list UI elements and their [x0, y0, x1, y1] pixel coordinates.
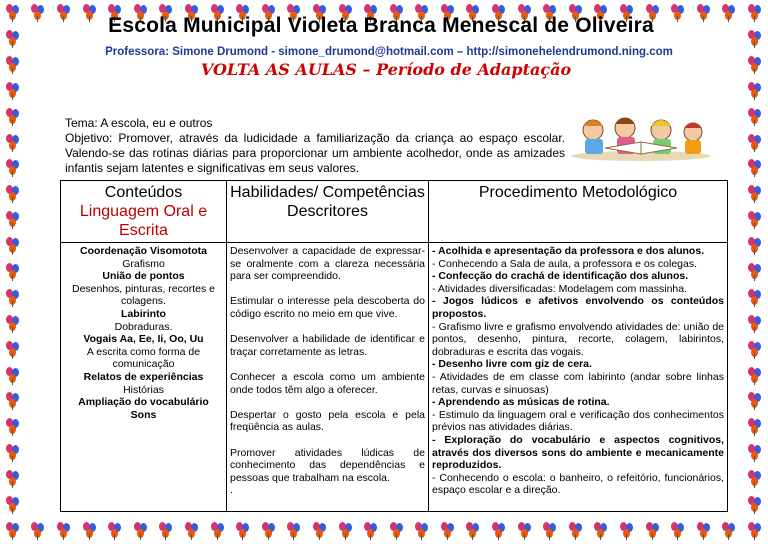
header-conteudos [61, 181, 227, 243]
balloon-cluster-icon [159, 522, 173, 540]
methodology-item: - Exploração do vocabulário e aspectos cognitivos, através dos diversos sons do ambiente e mecanicamente reproduzidos. [432, 433, 724, 472]
balloon-cluster-icon [6, 134, 20, 152]
methodology-item: - Estimulo da linguagem oral e verificação dos conhecimentos prévios nas atividades diárias. [432, 408, 724, 434]
balloon-cluster-icon [748, 56, 762, 74]
intro-section [65, 116, 565, 176]
balloon-cluster-icon [339, 522, 353, 540]
skill-item: Desenvolver a capacidade de expressar-se oralmente com a clareza necessária para ser compreendido. [230, 245, 425, 283]
banner-title: VOLTA AS AULAS – Período de Adaptação [200, 60, 572, 79]
balloon-cluster-icon [236, 522, 250, 540]
theme-text: Tema: A escola, eu e outros [65, 116, 213, 130]
balloon-cluster-icon [6, 4, 20, 22]
methodology-item: - Grafismo livre e grafismo envolvendo atividades de: união de pontos, desenho, pintura, recorte, colagem, labirintos, dobraduras e escrita das vogais. [432, 320, 724, 358]
balloon-cluster-icon [31, 522, 45, 540]
balloon-cluster-icon [748, 263, 762, 281]
balloon-cluster-icon [415, 522, 429, 540]
balloon-cluster-icon [6, 392, 20, 410]
balloon-border-right [742, 26, 768, 518]
balloon-cluster-icon [6, 211, 20, 229]
balloon-cluster-icon [6, 263, 20, 281]
balloon-cluster-icon [287, 522, 301, 540]
table-header-row [61, 181, 728, 243]
document-header [62, 8, 730, 79]
content-item: Histórias [123, 383, 164, 396]
balloon-cluster-icon [313, 522, 327, 540]
balloon-cluster-icon [671, 522, 685, 540]
balloon-cluster-icon [6, 341, 20, 359]
contents-column [61, 243, 227, 512]
skill-item: Estimular o interesse pela descoberta do código escrito no meio em que vive. [230, 295, 425, 320]
content-item: Relatos de experiências [83, 370, 204, 383]
skill-item: Desenvolver a habilidade de identificar e traçar corretamente as letras. [230, 333, 425, 358]
balloon-cluster-icon [748, 108, 762, 126]
balloon-cluster-icon [748, 470, 762, 488]
methodology-item: - Jogos lúdicos e afetivos envolvendo os conteúdos propostos. [432, 295, 724, 320]
balloon-cluster-icon [748, 159, 762, 177]
balloon-cluster-icon [211, 522, 225, 540]
balloon-cluster-icon [6, 56, 20, 74]
header-procedimento: Procedimento Metodológico [429, 181, 728, 243]
balloon-cluster-icon [390, 522, 404, 540]
methodology-item: - Aprendendo as músicas de rotina. [432, 396, 610, 409]
content-item: Dobraduras. [114, 320, 173, 333]
skill-item: Promover atividades lúdicas de conhecimento das dependências e pessoas que trabalham na escola. . [230, 446, 425, 497]
objective-text: Objetivo: Promover, através da ludicidade a familiarização da criança ao espaço escolar. Valendo-se das rotinas diárias para proporcionar um ambiente acolhedor, onde as amizades infantis sejam latentes e significativas em seus valores. [65, 131, 565, 175]
balloon-cluster-icon [748, 185, 762, 203]
balloon-cluster-icon [748, 496, 762, 514]
content-item: Coordenação Visomotota [80, 245, 207, 257]
balloon-cluster-icon [441, 522, 455, 540]
balloon-cluster-icon [748, 392, 762, 410]
plan-table [60, 180, 728, 512]
methodology-column [429, 243, 728, 512]
balloon-cluster-icon [620, 522, 634, 540]
header-habilidades: Habilidades/ Competências Descritores [227, 181, 429, 243]
methodology-item: - Atividades de em classe com labirinto (andar sobre linhas retas, curvas e sinuosas) [432, 370, 724, 396]
balloon-cluster-icon [748, 315, 762, 333]
balloon-cluster-icon [697, 522, 711, 540]
table-body-row [61, 243, 728, 512]
balloon-cluster-icon [364, 522, 378, 540]
balloon-cluster-icon [748, 134, 762, 152]
balloon-cluster-icon [6, 289, 20, 307]
balloon-cluster-icon [6, 159, 20, 177]
balloon-cluster-icon [748, 444, 762, 462]
balloon-cluster-icon [748, 418, 762, 436]
balloon-cluster-icon [57, 522, 71, 540]
teacher-contact: Professora: Simone Drumond - simone_drumond@hotmail.com – http://simonehelendrumond.ning.com [105, 46, 673, 58]
children-reading-illustration [565, 110, 717, 162]
balloon-cluster-icon [6, 82, 20, 100]
balloon-cluster-icon [6, 367, 20, 385]
balloon-cluster-icon [6, 444, 20, 462]
balloon-cluster-icon [466, 522, 480, 540]
methodology-item: - Conhecendo o escola: o banheiro, o refeitório, funcionários, espaço escolar e a direção. [432, 471, 724, 497]
balloon-cluster-icon [6, 237, 20, 255]
balloon-cluster-icon [748, 211, 762, 229]
balloon-cluster-icon [6, 108, 20, 126]
balloon-cluster-icon [262, 522, 276, 540]
balloon-cluster-icon [6, 496, 20, 514]
skill-item: Conhecer a escola como um ambiente onde todos têm algo a oferecer. [230, 370, 425, 396]
content-item: Desenhos, pinturas, recortes e colagens. [72, 282, 215, 308]
balloon-cluster-icon [748, 289, 762, 307]
header-conteudos-subtitle: Linguagem Oral e Escrita [79, 203, 208, 239]
balloon-cluster-icon [185, 522, 199, 540]
balloon-border-bottom [0, 518, 768, 544]
content-item: União de pontos [102, 270, 185, 283]
methodology-item: - Confecção do crachá de identificação dos alunos. [432, 270, 689, 283]
balloon-cluster-icon [6, 522, 20, 540]
balloon-cluster-icon [492, 522, 506, 540]
header-conteudos-title: Conteúdos [104, 184, 183, 201]
content-item: Labirinto [121, 307, 166, 320]
balloon-cluster-icon [722, 522, 736, 540]
balloon-cluster-icon [83, 522, 97, 540]
balloon-cluster-icon [6, 418, 20, 436]
balloon-cluster-icon [134, 522, 148, 540]
school-title: Escola Municipal Violeta Branca Menescal de Oliveira [108, 14, 654, 37]
balloon-cluster-icon [6, 315, 20, 333]
methodology-item: - Conhecendo a Sala de aula, a professora e os colegas. [432, 257, 698, 270]
balloon-cluster-icon [748, 4, 762, 22]
balloon-cluster-icon [108, 522, 122, 540]
balloon-cluster-icon [6, 185, 20, 203]
methodology-item: - Desenho livre com giz de cera. [432, 358, 592, 371]
methodology-item: - Acolhida e apresentação da professora e dos alunos. [432, 245, 705, 257]
skills-column [227, 243, 429, 512]
balloon-cluster-icon [6, 470, 20, 488]
balloon-cluster-icon [543, 522, 557, 540]
skill-item: Despertar o gosto pela escola e pela freqüência as aulas. [230, 408, 425, 434]
balloon-cluster-icon [748, 30, 762, 48]
balloon-cluster-icon [748, 341, 762, 359]
balloon-cluster-icon [6, 30, 20, 48]
methodology-item: - Atividades diversificadas: Modelagem com massinha. [432, 282, 688, 295]
content-item: Vogais Aa, Ee, Ii, Oo, Uu [83, 333, 204, 346]
content-item: Sons [130, 408, 157, 421]
balloon-cluster-icon [748, 82, 762, 100]
balloon-cluster-icon [646, 522, 660, 540]
balloon-cluster-icon [748, 237, 762, 255]
balloon-cluster-icon [518, 522, 532, 540]
balloon-border-left [0, 26, 26, 518]
balloon-cluster-icon [748, 522, 762, 540]
content-item: Ampliação do vocabulário [78, 396, 209, 409]
balloon-cluster-icon [748, 367, 762, 385]
content-item: A escrita como forma de comunicação [86, 345, 201, 371]
balloon-cluster-icon [569, 522, 583, 540]
content-item: Grafismo [122, 257, 165, 270]
balloon-cluster-icon [594, 522, 608, 540]
